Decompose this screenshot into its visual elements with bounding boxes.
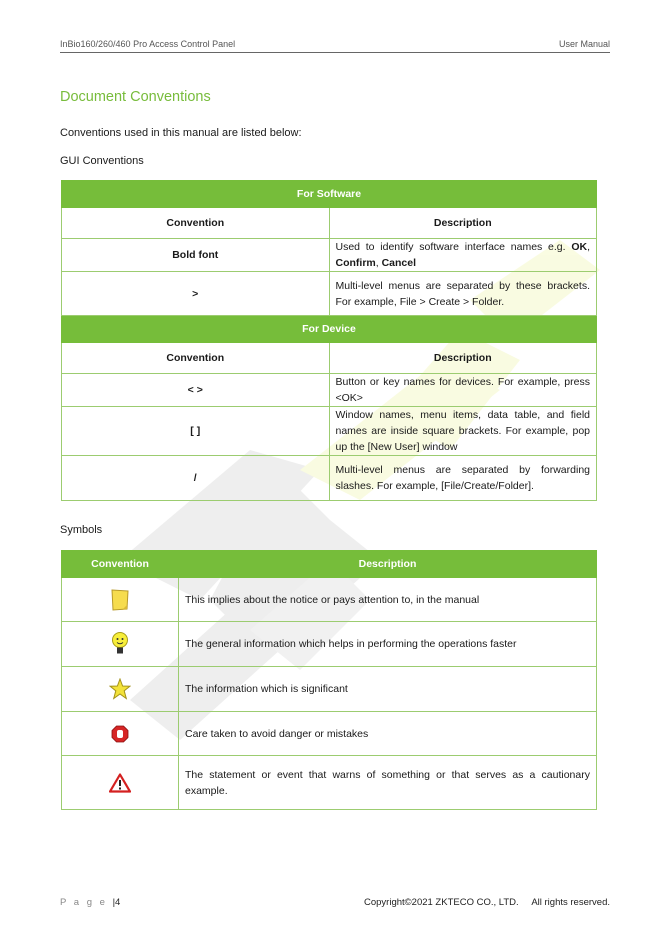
- header-row: [62, 343, 597, 374]
- table-row: [62, 667, 597, 712]
- bold-cancel: Cancel: [381, 257, 417, 269]
- star-icon: [109, 678, 131, 700]
- header-row: [62, 551, 597, 578]
- gui-conventions-heading: GUI Conventions: [60, 155, 144, 167]
- footer-copyright: Copyright©2021 ZKTECO CO., LTD. All rights reserved.: [364, 897, 610, 908]
- description-cell: Care taken to avoid danger or mistakes: [179, 712, 597, 756]
- convention-cell: [ ]: [62, 407, 330, 456]
- col-header-description: Description: [329, 343, 597, 374]
- symbols-heading: Symbols: [60, 524, 103, 536]
- icon-cell: [62, 578, 179, 622]
- bold-confirm: Confirm: [335, 257, 376, 269]
- description-cell: Multi-level menus are separated by these brackets. For example, File > Create > Folder.: [329, 272, 597, 316]
- col-header-description: Description: [329, 208, 597, 239]
- intro-text: Conventions used in this manual are listed below:: [60, 127, 302, 139]
- note-icon: [109, 588, 131, 612]
- lightbulb-icon: [111, 631, 129, 657]
- icon-cell: [62, 667, 179, 712]
- table-row: [62, 407, 597, 456]
- description-cell: Button or key names for devices. For example, press <OK>: [329, 374, 597, 407]
- icon-cell: [62, 622, 179, 667]
- band-row-software: [62, 181, 597, 208]
- convention-cell: >: [62, 272, 330, 316]
- description-cell: Multi-level menus are separated by forwarding slashes. For example, [File/Create/Folder].: [329, 456, 597, 501]
- convention-cell: /: [62, 456, 330, 501]
- table-row: [62, 272, 597, 316]
- header-doc-title: InBio160/260/460 Pro Access Control Panel: [60, 39, 236, 49]
- band-row-device: [62, 316, 597, 343]
- separator: ,: [587, 241, 590, 253]
- header-row: [62, 208, 597, 239]
- footer-page: [60, 897, 120, 908]
- header-manual-label: User Manual: [558, 39, 610, 49]
- table-row: [62, 622, 597, 667]
- symbols-table: [61, 550, 597, 810]
- description-cell: [329, 239, 597, 272]
- convention-cell: Bold font: [62, 239, 330, 272]
- convention-cell: < >: [62, 374, 330, 407]
- page-header: [60, 37, 610, 53]
- col-header-convention: Convention: [62, 343, 330, 374]
- section-title: Document Conventions: [60, 89, 211, 105]
- warning-icon: [109, 773, 131, 793]
- description-cell: The information which is significant: [179, 667, 597, 712]
- page-number: 4: [115, 897, 121, 908]
- band-label-software: For Software: [62, 181, 597, 208]
- col-header-description: Description: [179, 551, 597, 578]
- description-cell: The statement or event that warns of something or that serves as a cautionary example.: [179, 756, 597, 810]
- table-row: [62, 578, 597, 622]
- description-cell: Window names, menu items, data table, and field names are inside square brackets. For example, pop up the [New User] window: [329, 407, 597, 456]
- col-header-convention: Convention: [62, 208, 330, 239]
- stop-hand-icon: [111, 725, 129, 743]
- table-row: [62, 239, 597, 272]
- description-cell: The general information which helps in performing the operations faster: [179, 622, 597, 667]
- description-cell: This implies about the notice or pays attention to, in the manual: [179, 578, 597, 622]
- bold-ok: OK: [571, 241, 588, 253]
- description-text: Used to identify software interface names e.g.: [335, 241, 572, 253]
- table-row: [62, 374, 597, 407]
- page-label: P a g e: [60, 897, 108, 908]
- icon-cell: [62, 712, 179, 756]
- table-row: [62, 712, 597, 756]
- icon-cell: [62, 756, 179, 810]
- separator: ,: [375, 257, 382, 269]
- table-row: [62, 756, 597, 810]
- table-row: [62, 456, 597, 501]
- page-separator: |: [112, 897, 116, 908]
- col-header-convention: Convention: [62, 551, 179, 578]
- gui-conventions-table: [61, 180, 597, 501]
- band-label-device: For Device: [62, 316, 597, 343]
